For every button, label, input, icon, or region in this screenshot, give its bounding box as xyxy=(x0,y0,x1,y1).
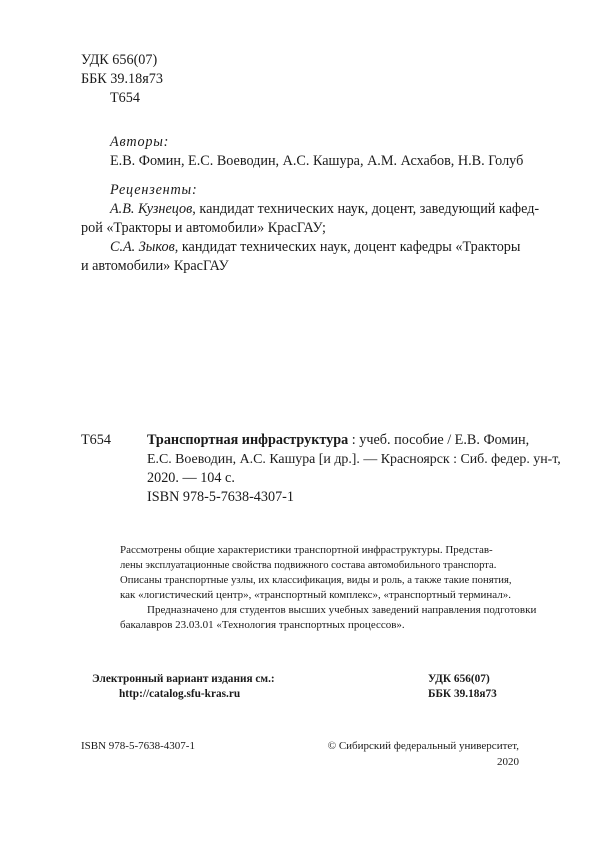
authors-names: Е.В. Фомин, Е.С. Воеводин, А.С. Кашура, А.М. Асхабов, Н.В. Голуб xyxy=(110,153,524,169)
abstract-line-6: бакалавров 23.03.01 «Технология транспортных процессов». xyxy=(120,619,405,631)
catalog-isbn: ISBN 978-5-7638-4307-1 xyxy=(147,489,294,505)
reviewer-1-line-2: рой «Тракторы и автомобили» КрасГАУ; xyxy=(81,220,326,236)
reviewer-1-name: А.В. Кузнецов xyxy=(110,201,193,217)
electronic-url[interactable]: http://catalog.sfu-kras.ru xyxy=(119,688,241,700)
reviewer-1-credentials: , кандидат технических наук, доцент, заведующий кафед- xyxy=(192,201,540,217)
bbk-code: ББК 39.18я73 xyxy=(81,71,163,87)
abstract-line-5: Предназначено для студентов высших учебных заведений направления подготовки xyxy=(147,604,537,616)
electronic-bbk: ББК 39.18я73 xyxy=(428,688,497,700)
footer-isbn: ISBN 978-5-7638-4307-1 xyxy=(81,740,195,752)
catalog-mark: Т654 xyxy=(81,432,111,448)
reviewers-heading: Рецензенты: xyxy=(110,182,198,198)
abstract-line-4: как «логистический центр», «транспортный комплекс», «транспортный терминал». xyxy=(120,589,511,601)
catalog-title: Транспортная инфраструктура xyxy=(147,432,349,448)
abstract-line-2: лены эксплуатационные свойства подвижного состава автомобильного транспорта. xyxy=(120,560,497,571)
reviewer-2-line-2: и автомобили» КрасГАУ xyxy=(81,258,229,274)
reviewer-2-name: С.А. Зыков xyxy=(110,239,175,255)
abstract-line-1: Рассмотрены общие характеристики транспортной инфраструктуры. Представ- xyxy=(120,544,493,556)
footer-copyright: © Сибирский федеральный университет, 2020 xyxy=(327,740,519,768)
author-mark: Т654 xyxy=(110,90,140,106)
electronic-udk: УДК 656(07) xyxy=(428,673,490,685)
reviewer-2-credentials: , кандидат технических наук, доцент кафедры «Тракторы xyxy=(174,239,521,255)
udk-code: УДК 656(07) xyxy=(81,52,158,68)
catalog-line-1-rest: : учеб. пособие / Е.В. Фомин, xyxy=(348,432,530,448)
abstract-line-3: Описаны транспортные узлы, их классификация, виды и роль, а также такие понятия, xyxy=(120,574,512,586)
catalog-line-3: 2020. — 104 с. xyxy=(147,470,235,486)
authors-heading: Авторы: xyxy=(110,134,170,150)
catalog-line-2: Е.С. Воеводин, А.С. Кашура [и др.]. — Красноярск : Сиб. федер. ун-т, xyxy=(147,452,561,467)
reviewer-1-line-1 xyxy=(110,200,540,219)
catalog-line-1 xyxy=(147,431,530,450)
electronic-label: Электронный вариант издания см.: xyxy=(92,673,275,685)
reviewer-2-line-1 xyxy=(110,238,519,257)
